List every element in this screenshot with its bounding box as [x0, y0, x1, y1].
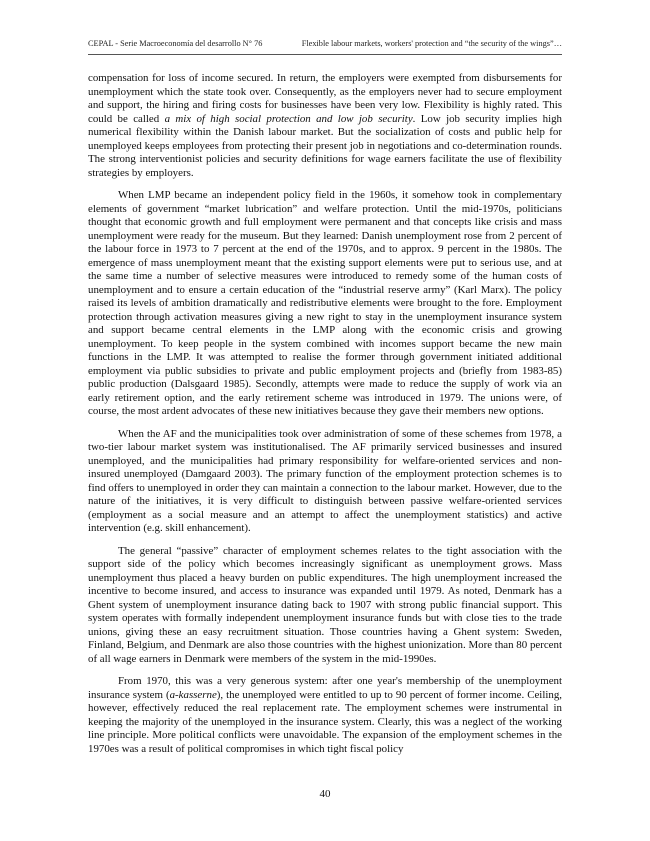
header-paper-title: Flexible labour markets, workers' protection and “the security of the wings”…: [301, 39, 562, 48]
header-series-title: CEPAL - Serie Macroeconomía del desarrollo N° 76: [88, 39, 263, 48]
text-run: compensation for loss of income secured. In return, the employers were exempted from disbursements for unemployment which the state took over. Consequently, as the employers never had to secure employment and support, the hiring and firing costs for businesses have been very low. Flexibility is highly rated. This could be called: [88, 72, 562, 125]
text-run: When LMP became an independent policy field in the 1960s, it somehow took in complementary elements of government “market lubrication” and welfare protection. Until the mid-1970s, politicians thought that economic growth and full employment were permanent and that concepts like crisis and mass unemployment were ready for the museum. But they learned: Danish unemployment rose from 2 percent of the labour force in 1973 to 7 percent at the end of the 1970s, and to approx. 9 percent in the 1980s. The emergence of mass unemployment meant that the existing support elements were put to serious use, and at the same time a number of selective measures were introduced to remedy some of the human costs of unemployment and to ensure a certain education of the “industrial reserve army” (Karl Marx). The policy raised its levels of ambition dramatically and redistributive elements were brought to the fore. Employment protection through activation measures giving a new right to stay in the unemployment insurance system and support became central elements in the LMP along with the economic crisis and growing unemployment. To keep people in the system combined with incomes support became the new main functions in the LMP. It was attempted to realise the former through government initiated additional employment via public subsidies to private and public employment projects and (briefly from 1983-85) public production (Dalsgaard 1985). Secondly, attempts were made to reduce the supply of work via an early retirement option, and the early retirement scheme was introduced in 1979. The unions were, of course, the most ardent advocates of these new initiatives because they gave their members new options.: [88, 189, 562, 417]
body-paragraph: [88, 189, 562, 419]
italic-phrase: a mix of high social protection and low job security: [164, 112, 413, 125]
running-header: [88, 37, 562, 51]
text-run: From 1970, this was a very generous system: after one year's membership of the unemployment insurance system (: [88, 675, 562, 701]
body-paragraph: [88, 428, 562, 536]
body-paragraph: [88, 72, 562, 180]
body-paragraph: [88, 675, 562, 756]
page-number: 40: [319, 788, 331, 800]
text-run: The general “passive” character of employment schemes relates to the tight association with the support side of the policy which becomes increasingly significant as unemployment grows. Mass unemployment thus placed a heavy burden on public expenditures. The high unemployment increased the incentive to become insured, and access to insurance was expanded until 1979. As noted, Denmark has a Ghent system of unemployment insurance dating back to 1907 with strong public financial support. This system operates with formally independent unemployment insurance funds but with close ties to the trade unions, giving these an easy recruitment situation. Those countries having a Ghent system: Sweden, Finland, Belgium, and Denmark are also those countries with the highest unionization. More than 80 percent of all wage earners in Denmark were members of the system in the mid-1990es.: [88, 544, 562, 665]
italic-phrase: a-kasserne: [169, 688, 217, 701]
text-run: When the AF and the municipalities took over administration of some of these schemes from 1978, a two-tier labour market system was institutionalised. The AF primarily serviced businesses and insured unemployed, and the municipalities had primary responsibility for welfare-oriented services and non-insured unemployed (Damgaard 2003). The primary function of the employment protection schemes is to find offers to unemployed in order they can maintain a connection to the labour market. However, due to the nature of the initiatives, it is very difficult to distinguish between passive welfare-oriented services (employment as a social measure and an attempt to affect the unemployment statistics) and active intervention (e.g. skill enhancement).: [88, 427, 562, 534]
body-text: [88, 72, 562, 756]
text-run: ), the unemployed were entitled to up to 90 percent of former income. Ceiling, however, effectively reduced the real replacement rate. The employment schemes were instrumental in keeping the majority of the unemployed in the insurance system. Clearly, this was a neglect of the working line principle. More political conflicts were unavoidable. The expansion of the employment schemes in the 1970es was a result of political compromises in which tight fiscal policy: [88, 688, 562, 755]
text-run: . Low job security implies high numerical flexibility within the Danish labour market. But the socialization of costs and public help for unemployed keeps employees from protecting their present job in negotiations and co-determination rounds. The strong interventionist policies and security definitions for wage earners facilitate the use of flexibility strategies by employers.: [88, 112, 562, 179]
header-rule: [88, 54, 562, 55]
body-paragraph: [88, 545, 562, 667]
